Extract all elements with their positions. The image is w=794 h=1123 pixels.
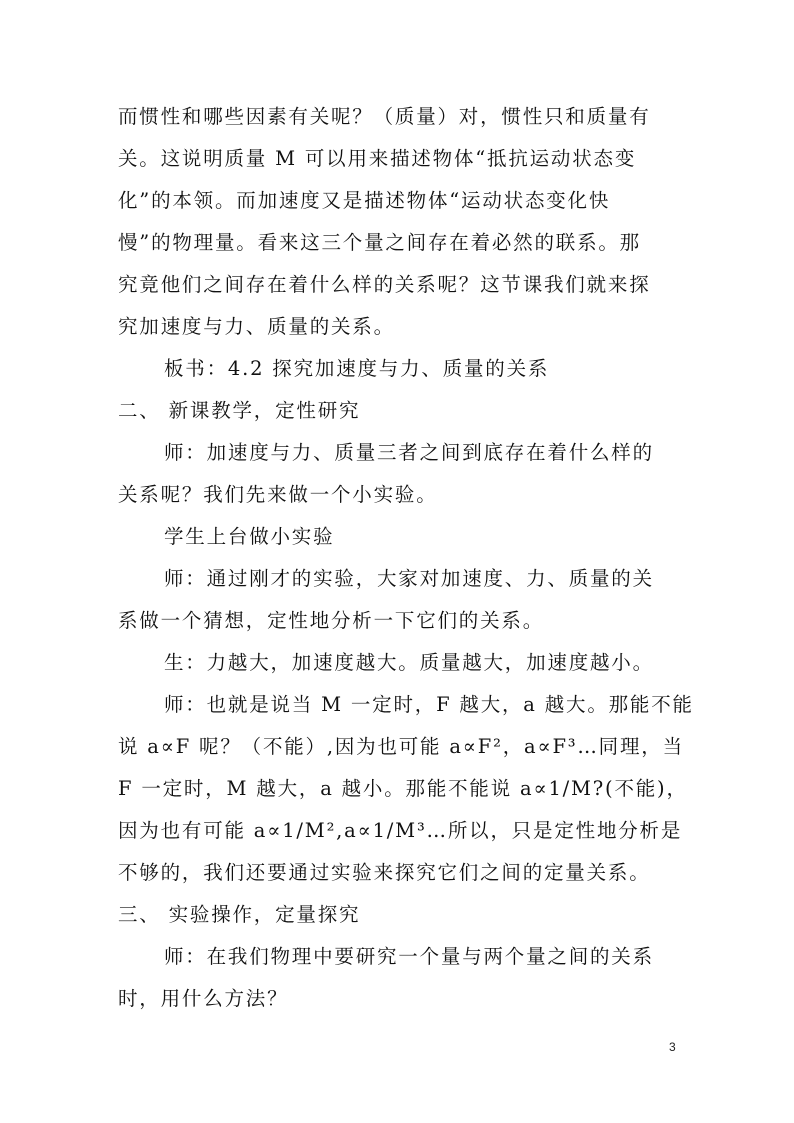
text-line: 师：通过刚才的实验，大家对加速度、力、质量的关 bbox=[164, 567, 654, 590]
text-line: 学生上台做小实验 bbox=[164, 525, 335, 548]
text-line: 不够的，我们还要通过实验来探究它们之间的定量关系。 bbox=[118, 861, 651, 884]
text-line: 化”的本领。而加速度又是描述物体“运动状态变化快 bbox=[118, 189, 611, 212]
text-line: 师：在我们物理中要研究一个量与两个量之间的关系 bbox=[164, 945, 654, 968]
text-line: 慢”的物理量。看来这三个量之间存在着必然的联系。那 bbox=[118, 231, 641, 254]
section-heading: 二、 新课教学，定性研究 bbox=[118, 399, 361, 422]
text-line: 究加速度与力、质量的关系。 bbox=[118, 315, 395, 338]
text-line: 师：也就是说当 M 一定时，F 越大，a 越大。那能不能 bbox=[164, 693, 694, 716]
text-line: 说 a∝F 呢？（不能）,因为也可能 a∝F²，a∝F³…同理，当 bbox=[118, 735, 684, 758]
text-line: 而惯性和哪些因素有关呢？（质量）对，惯性只和质量有 bbox=[118, 105, 651, 128]
text-line: 关系呢？我们先来做一个小实验。 bbox=[118, 483, 438, 506]
text-line: 究竟他们之间存在着什么样的关系呢？这节课我们就来探 bbox=[118, 273, 651, 296]
text-line: 系做一个猜想，定性地分析一下它们的关系。 bbox=[118, 609, 545, 632]
text-line: 时，用什么方法？ bbox=[118, 987, 289, 1010]
section-heading: 三、 实验操作，定量探究 bbox=[118, 903, 361, 926]
text-line: 关。这说明质量 M 可以用来描述物体“抵抗运动状态变 bbox=[118, 147, 637, 170]
board-heading: 板书：4.2 探究加速度与力、质量的关系 bbox=[164, 357, 550, 380]
text-line: 生：力越大，加速度越大。质量越大，加速度越小。 bbox=[164, 651, 654, 674]
text-line: F 一定时，M 越大，a 越小。那能不能说 a∝1/M?(不能)， bbox=[118, 777, 688, 800]
page-number: 3 bbox=[669, 1040, 676, 1054]
text-line: 师：加速度与力、质量三者之间到底存在着什么样的 bbox=[164, 441, 654, 464]
text-line: 因为也有可能 a∝1/M²,a∝1/M³…所以，只是定性地分析是 bbox=[118, 819, 683, 842]
